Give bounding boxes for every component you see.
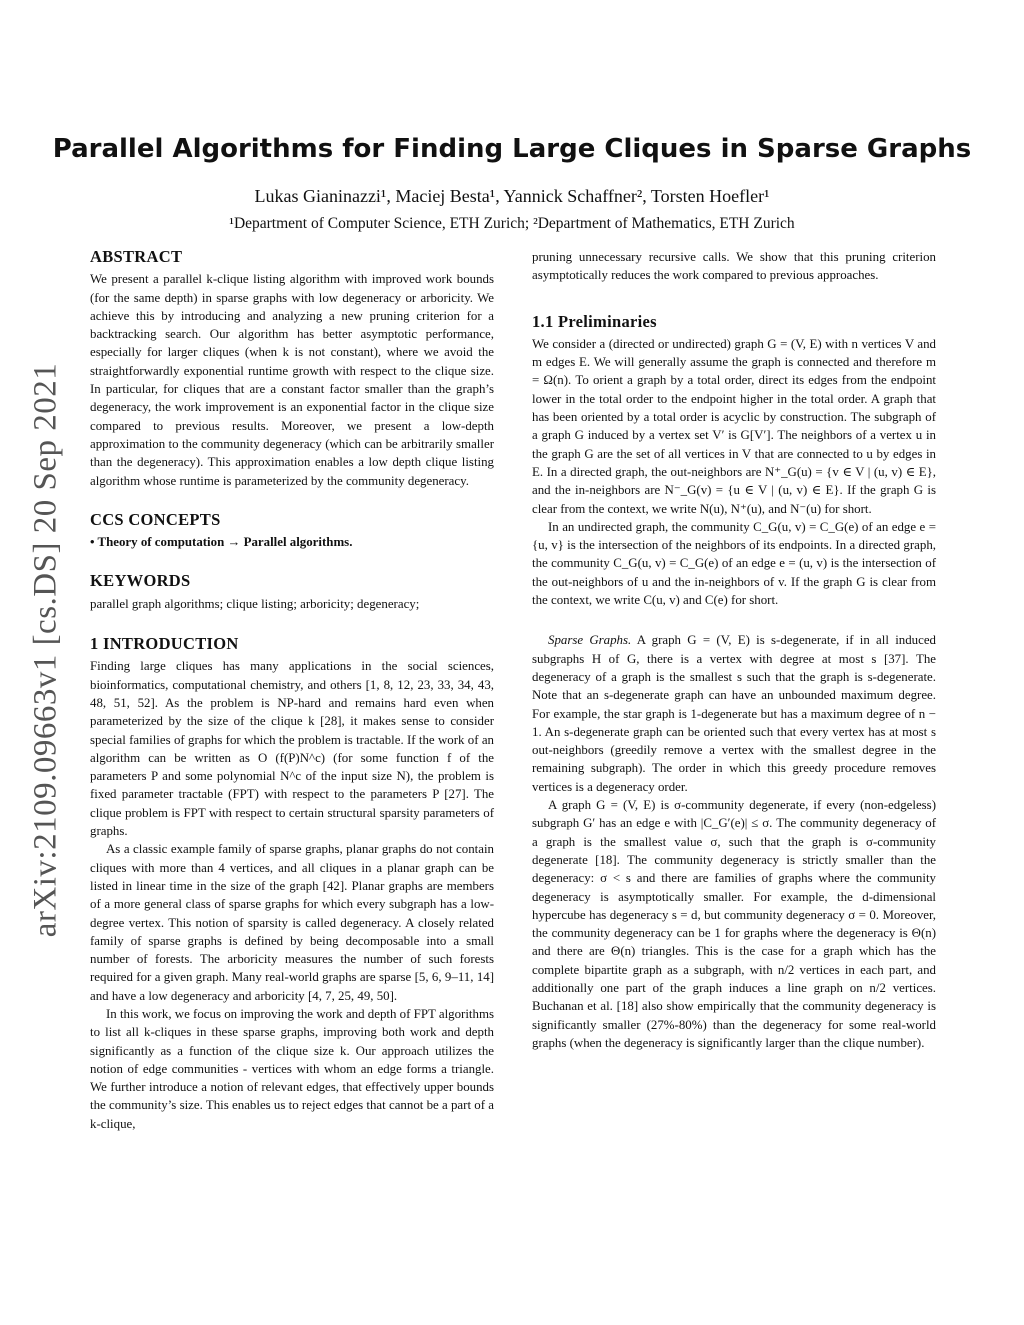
affiliations: ¹Department of Computer Science, ETH Zurich; ²Department of Mathematics, ETH Zurich [229,215,795,232]
sparse-graphs-text: A graph G = (V, E) is s-degenerate, if in all induced subgraphs H of G, there is a vertex with degree at most s [37]. The degeneracy of a graph is the smallest s such that the graph is s-degenerate. Note that an s-degenerate graph can have an unbounded maximum degree. For example, the star graph is 1-degenerate but has a maximum degree of n − 1. An s-degenerate graph can be oriented such that every vertex has at most s out-neighbors (greedily remove a vertex with the smallest degree in the remaining subgraph). The order in which this greedy procedure removes vertices is a degeneracy order. [532,633,936,794]
intro-paragraph-1: Finding large cliques has many applications in the social sciences, bioinformatics, computational chemistry, and others [1, 8, 12, 23, 33, 34, 43, 48, 51, 52]. As the problem is NP-hard and remains hard even when parameterized by the size of the clique k [28], it makes sense to consider special families of graphs for which the problem is tractable. If the work of an algorithm can be written as O (f(P)N^c) (for some function f of the parameters P and some polynomial N^c of the input size N), the problem is fixed parameter tractable (FPT) with respect to the parameters P [27]. The clique problem is FPT with respect to certain structural sparsity parameters of graphs. [90,659,494,839]
preliminaries-paragraph-2: In an undirected graph, the community C_G(u, v) = C_G(e) of an edge e = {u, v} is the intersection of the neighbors of its endpoints. In a directed graph, the community C_G(u, v) = C_G(e) of an edge e = (u, v) is the intersection of the out-neighbors of u and the in-neighbors of v. If the graph G is clear from the context, we write C(u, v) and C(e) for short. [532,519,936,608]
right-column [532,248,936,1052]
left-column [90,248,494,1133]
sparse-graphs-paragraph-1 [532,631,936,796]
author-list: Lukas Gianinazzi¹, Maciej Besta¹, Yannick Schaffner², Torsten Hoefler¹ [254,186,770,206]
abstract-text: We present a parallel k-clique listing algorithm with improved work bounds (for the same depth) in sparse graphs with low degeneracy or arboricity. We achieve this by introducing and analyzing a new pruning criterion for a backtracking search. Our algorithm has better asymptotic performance, especially for larger cliques (when k is not constant), where we avoid the straightforwardly exponential runtime growth with respect to the clique size. In particular, for cliques that are a constant factor smaller than the graph’s degeneracy, the work improvement is an exponential factor in the clique size compared to previous results. Moreover, we present a low-depth approximation to the community degeneracy (which can be arbitrarily smaller than the degeneracy). This approximation enables a low depth clique listing algorithm whose runtime is parameterized by the community degeneracy. [90,272,494,488]
sparse-graphs-paragraph-2: A graph G = (V, E) is σ-community degenerate, if every (non-edgeless) subgraph G′ has an edge e with |C_G′(e)| ≤ σ. The community degeneracy of a graph is the smallest value σ, such that the graph is σ-community degenerate [18]. The community degeneracy is strictly smaller than the degeneracy: σ < s and there are families of graphs where the community degeneracy is asymptotically smaller. For example, the d-dimensional hypercube has degeneracy s = d, but community degeneracy σ = 0. Moreover, the community degeneracy can be 1 for graphs where the degeneracy is Θ(n) and there are Θ(n) triangles. This is the case for a graph which has the complete bipartite graph as a subgraph, with n/2 vertices in each part, and additionally one part of the graph induces a line graph on n/2 vertices. Buchanan et al. [18] also show empirically that the community degeneracy is significantly smaller (27%-80%) than the degeneracy for some real-world graphs (when the degeneracy is significantly larger than the clique number). [532,798,936,1050]
abstract-heading: ABSTRACT [90,247,183,266]
paper-title: Parallel Algorithms for Finding Large Cliques in Sparse Graphs [52,134,972,164]
intro-paragraph-3: In this work, we focus on improving the work and depth of FPT algorithms to list all k-cliques in these sparse graphs, improving both work and depth significantly as a function of the clique size k. Our approach utilizes the notion of edge communities - vertices with whom an edge forms a triangle. We further introduce a notion of relevant edges, that effectively upper bounds the community’s size. This enables us to reject edges that cannot be a part of a k-clique, [90,1006,494,1131]
keywords-heading: KEYWORDS [90,571,191,591]
preliminaries-heading: 1.1 Preliminaries [532,311,657,331]
keywords-text: parallel graph algorithms; clique listing; arboricity; degeneracy; [90,596,420,611]
sparse-graphs-lead: Sparse Graphs. [548,633,632,648]
intro-continuation: pruning unnecessary recursive calls. We show that this pruning criterion asymptotically reduces the work compared to previous approaches. [532,250,936,283]
preliminaries-paragraph-1: We consider a (directed or undirected) graph G = (V, E) with n vertices V and m edges E. We will generally assume the graph is connected and therefore m = Ω(n). To orient a graph by a total order, direct its edges from the endpoint lower in the total order to the endpoint higher in the total order. A graph that has been oriented by a total order is acyclic by construction. The subgraph of a graph G induced by a vertex set V′ is G[V′]. The neighbors of a vertex u in the graph G are the set of all vertices in V that are connected to u by edges in E. In a directed graph, the out-neighbors are N⁺_G(u) = {v ∈ V | (u, v) ∈ E}, and the in-neighbors are N⁻_G(v) = {u ∈ V | (u, v) ∈ E}. If the graph G is clear from the context, we write N(u), N⁺(u), and N⁻(u) for short. [532,336,936,516]
ccs-text: • Theory of computation → Parallel algorithms. [90,535,353,550]
intro-paragraph-2: As a classic example family of sparse graphs, planar graphs do not contain cliques with more than 4 vertices, and all cliques in a planar graph can be listed in linear time in the size of the graph [42]. Planar graphs are members of a more general class of sparse graphs for which every subgraph has a low-degree vertex. This notion of sparsity is called degeneracy. A closely related family of sparse graphs is defined by being decomposable into a small number of forests. The arboricity measures the number of such forests required for a given graph. Many real-world graphs are sparse [5, 6, 9–11, 14] and have a low degeneracy and arboricity [4, 7, 25, 49, 50]. [90,842,494,1003]
arxiv-id: arXiv:2109.09663v1 [cs.DS] 20 Sep 2021 [27,362,64,938]
ccs-heading: CCS CONCEPTS [90,509,221,529]
intro-heading: 1 INTRODUCTION [90,634,239,654]
arxiv-side-label [16,360,76,940]
